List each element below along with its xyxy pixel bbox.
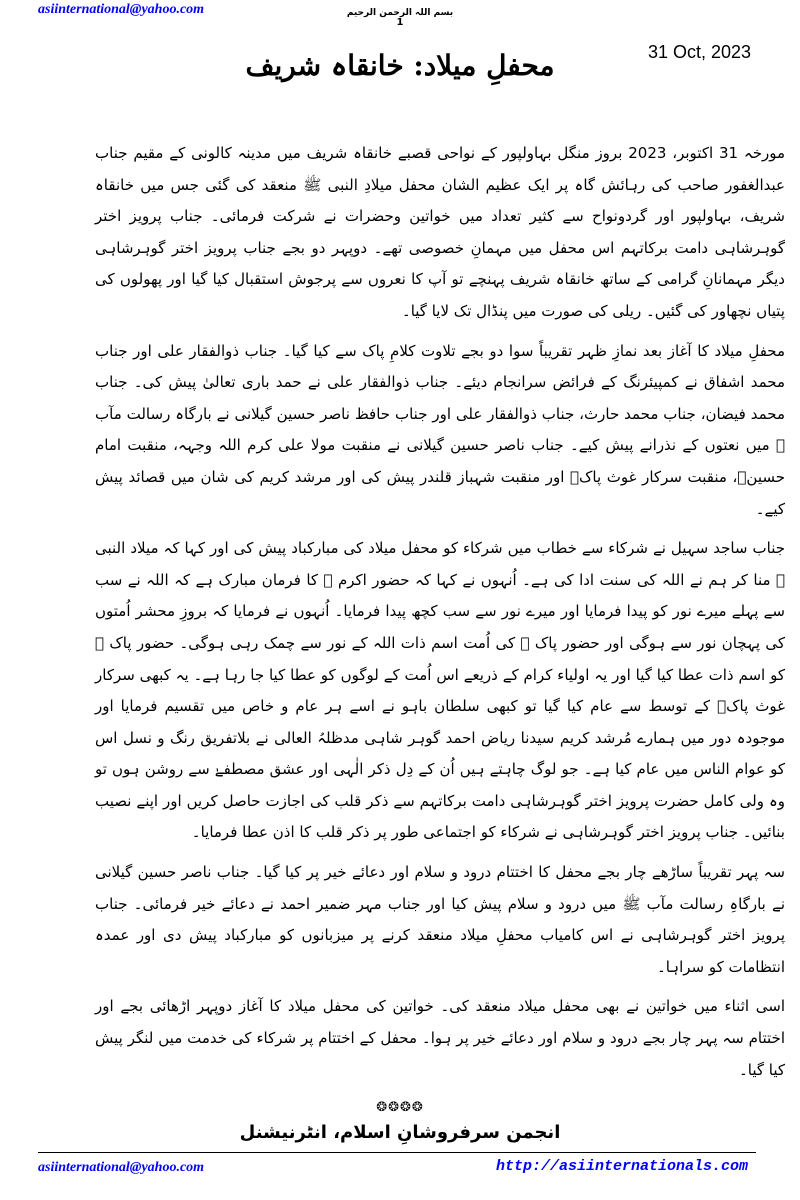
article-body: [95, 138, 785, 1094]
ornament-divider-icon: ❂❂❂❂: [376, 1100, 424, 1115]
footer-email-link[interactable]: asiinternational@yahoo.com: [38, 1160, 205, 1175]
article-date: 31 Oct, 2023: [648, 42, 752, 62]
page-title: محفلِ میلاد: خانقاہ شریف: [245, 49, 555, 82]
bismillah-text: بسم اللہ الرحمن الرحیم: [346, 8, 454, 18]
website-link[interactable]: http://asiinternationals.com: [496, 1158, 749, 1175]
bismillah-header: [0, 8, 800, 28]
organization-name: انجمن سرفروشانِ اسلام، انٹرنیشنل: [239, 1122, 561, 1143]
page-number: 1: [396, 17, 404, 28]
paragraph-4: سہ پہر تقریباً ساڑھے چار بجے محفل کا اختتام درود و سلام اور دعائے خیر پر کیا گیا۔ جناب ناصر حسین گیلانی نے بارگاہِ رسالت مآب ﷺ میں درود و سلام پیش کیا اور جناب مہر ضمیر احمد نے دعائے خیر فرمائی۔ جناب پرویز اختر گوہرشاہی نے اس کامیاب محفلِ میلاد منعقد کرنے پر میزبانوں کو مبارکباد پیش دی اور عمدہ انتظامات کو سراہا۔: [95, 863, 785, 976]
paragraph-3: جناب ساجد سہیل نے شرکاء سے خطاب میں شرکاء کو محفل میلاد کی مبارکباد پیش کی اور کہا کہ میلاد النبی ﷺ منا کر ہم نے اللہ کی سنت ادا کی ہے۔ اُنہوں نے کہا کہ حضور اکرم ﷺ کا فرمان مبارک ہے کہ اللہ نے سب سے پہلے میرے نور کو پیدا فرمایا اور میرے نور سے سب کچھ پیدا فرمایا۔ اُنہوں نے فرمایا کہ بروزِ محشر اُمتوں کی پہچان نور سے ہوگی اور حضور پاک ﷺ کی اُمت اسم ذات اللہ کے نور سے چمک رہی ہوگی۔ حضور پاک ﷺ کو اسم ذات عطا کیا گیا اور یہ اولیاء کرام کے ذریعے اس اُمت کے لوگوں کو عطا کیا جا رہا ہے۔ یہ کبھی سرکار غوث پاکؓ کے توسط سے عام کیا گیا تو کبھی سلطان باہو نے اسے ہر عام و خاص میں تقسیم فرمایا اور موجودہ دور میں ہمارے مُرشد کریم سیدنا ریاض احمد گوہر شاہی مدظلہُ العالی نے بلاتفریق رنگ و نسل اس کو عوام الناس میں عام کیا ہے۔ جو لوگ چاہتے ہیں اُن کے دِل ذکر الٰہی اور عشق مصطفےٰ سے روشن ہوں تو وہ ولی کامل حضرت پرویز اختر گوہرشاہی دامت برکاتہم سے ذکر قلب کی اجازت حاصل کریں اور اپنے نصیب بنائیں۔ جناب پرویز اختر گوہرشاہی نے شرکاء کو اجتماعی طور پر ذکر قلب کا اذن عطا فرمایا۔: [95, 539, 785, 842]
header-email-link[interactable]: asiinternational@yahoo.com: [38, 2, 205, 17]
paragraph-2: محفلِ میلاد کا آغاز بعد نمازِ ظہر تقریباً سوا دو بجے تلاوت کلامِ پاک سے کیا گیا۔ جناب ذوالفقار علی اور جناب محمد اشفاق نے کمپیئرنگ کے فرائض سرانجام دیئے۔ جناب ذوالفقار علی نے حمد باری تعالیٰ پیش کی۔ جناب محمد فیضان، جناب محمد حارث، جناب ذوالفقار علی اور جناب حافظ ناصر حسین گیلانی نے بارگاہ رسالت مآب ﷺ میں نعتوں کے نذرانے پیش کیے۔ جناب ناصر حسین گیلانی نے منقبت مولا علی کرم اللہ وجہہ، منقبت امام حسینؓ، منقبت سرکار غوث پاکؓ اور منقبت شہباز قلندر پیش کی اور مرشد کریم کی شان میں قصائد پیش کیے۔: [95, 341, 785, 518]
paragraph-1: مورخہ 31 اکتوبر، 2023 بروز منگل بہاولپور کے نواحی قصبے خانقاہ شریف میں مدینہ کالونی کے مقیم جناب عبدالغفور صاحب کی رہائش گاہ پر ایک عظیم الشان محفل میلادِ النبی ﷺ منعقد کی گئی جس میں خانقاہ شریف، بہاولپور اور گردونواح سے کثیر تعداد میں خواتین وحضرات نے شرکت فرمائی۔ جناب پرویز اختر گوہرشاہی دامت برکاتہم اس محفل میں مہمانِ خصوصی تھے۔ دوپہر دو بجے جناب پرویز اختر گوہرشاہی دیگر مہمانانِ گرامی کے ساتھ خانقاہ شریف پہنچے تو آپ کا نعروں سے پرجوش استقبال کیا گیا اور پھولوں کی پتیاں نچھاور کی گئیں۔ ریلی کی صورت میں پنڈال تک لایا گیا۔: [95, 144, 786, 320]
footer-divider: [38, 1152, 756, 1153]
paragraph-5: اسی اثناء میں خواتین نے بھی محفل میلاد منعقد کی۔ خواتین کی محفل میلاد کا آغاز دوپہر اڑھائی بجے اور اختتام سہ پہر چار بجے درود و سلام اور دعائے خیر پر ہوا۔ محفل کے اختتام پر شرکاء کی خدمت میں لنگر پیش کیا گیا۔: [95, 997, 785, 1079]
